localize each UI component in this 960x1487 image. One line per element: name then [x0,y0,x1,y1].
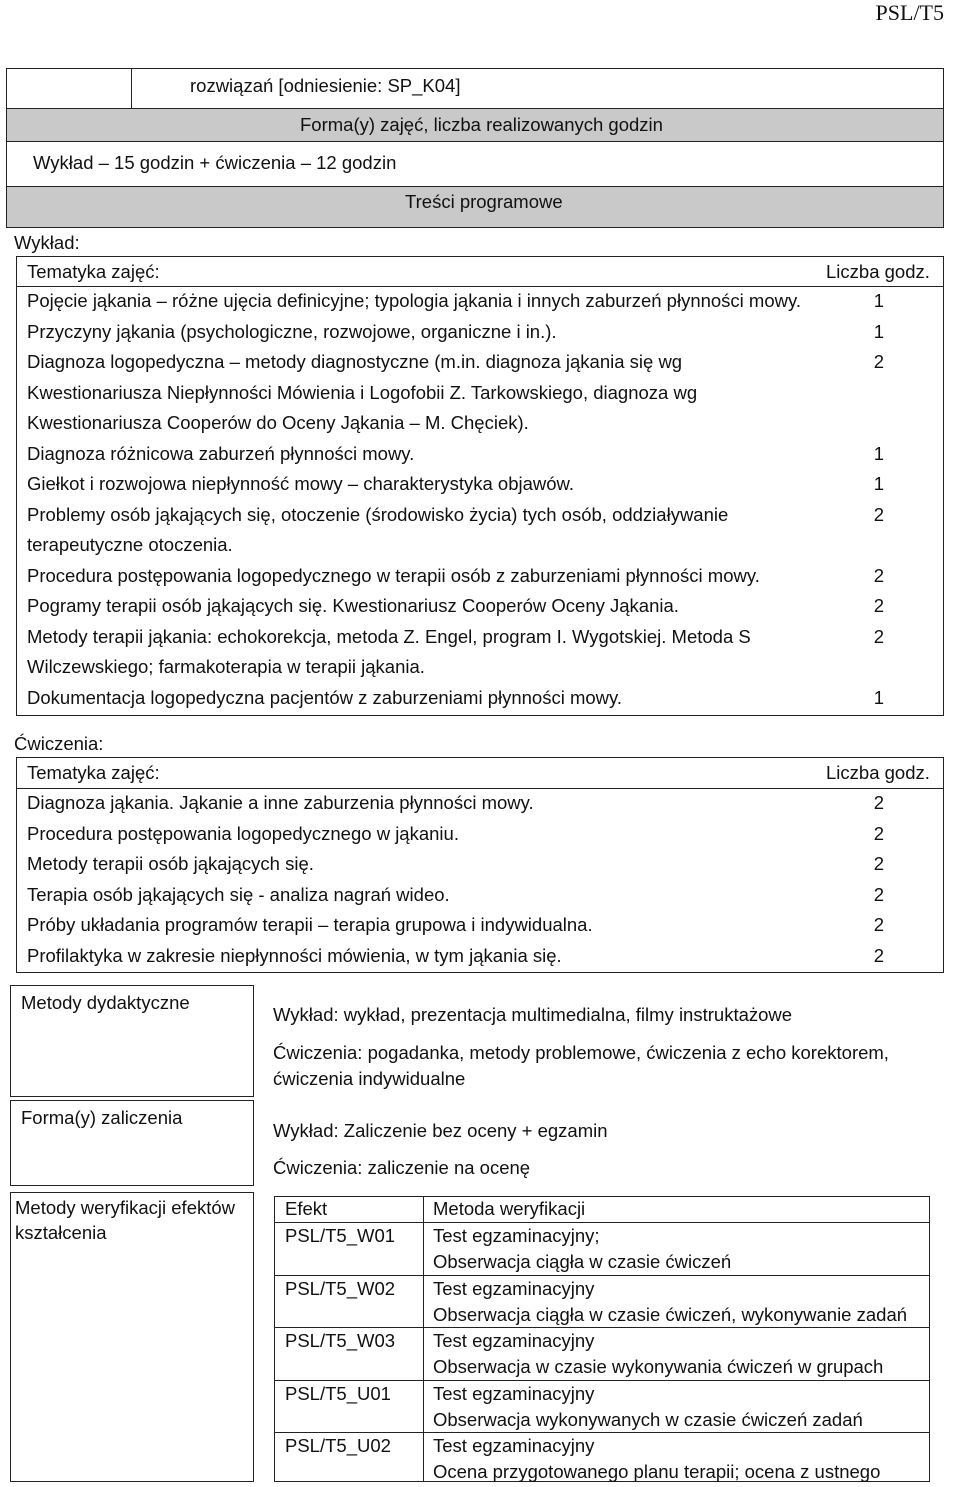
assessment-exercises: Ćwiczenia: zaliczenie na ocenę [273,1157,531,1178]
methods-exercises-line-1: Ćwiczenia: pogadanka, metody problemowe, ćwiczenia z echo korektorem, [273,1042,889,1063]
verification-method-2: Obserwacja ciągła w czasie ćwiczeń, wykonywanie zadań [433,1304,908,1325]
verification-row-divider [274,1327,930,1328]
exercise-topic: Terapia osób jąkających się - analiza nagrań wideo. [27,883,450,905]
exercises-label: Ćwiczenia: [14,733,104,754]
page-code: PSL/T5 [875,0,944,25]
verification-method-1: Test egzaminacyjny [433,1278,595,1299]
exercise-topic: Profilaktyka w zakresie niepłynności mówienia, w tym jąkania się. [27,944,562,966]
content-title: Treści programowe [405,191,563,212]
lecture-topic-line: Przyczyny jąkania (psychologiczne, rozwojowe, organiczne i in.). [27,321,557,342]
verification-label-line-2: kształcenia [15,1222,107,1243]
exercise-hours: 2 [873,883,884,905]
lecture-hours: 2 [873,626,884,647]
lecture-topic-line: Problemy osób jąkających się, otoczenie (środowisko życia) tych osób, oddziaływanie [27,504,729,525]
verification-effect: PSL/T5_U01 [285,1383,391,1404]
lecture-hours: 1 [873,443,884,464]
exercise-hours: 2 [873,853,884,874]
lecture-topic-line: Metody terapii jąkania: echokorekcja, metoda Z. Engel, program I. Wygotskiej. Metoda S [27,626,751,647]
exercise-topic: Próby układania programów terapii – terapia grupowa i indywidualna. [27,914,593,935]
assessment-lecture: Wykład: Zaliczenie bez oceny + egzamin [273,1120,608,1141]
verification-method-1: Test egzaminacyjny; [433,1225,600,1246]
verification-row-divider [274,1380,930,1381]
lecture-topic-line: Wilczewskiego; farmakoterapia w terapii jąkania. [27,656,425,677]
exercise-topic: Diagnoza jąkania. Jąkanie a inne zaburzenia płynności mowy. [27,792,534,813]
lecture-topic-line: Pogramy terapii osób jąkających się. Kwestionariusz Cooperów Oceny Jąkania. [27,595,679,616]
verification-method-1: Test egzaminacyjny [433,1330,595,1351]
verification-effect: PSL/T5_U02 [285,1435,391,1456]
lecture-hours-header: Liczba godz. [826,261,930,282]
exercises-topic-header: Tematyka zajęć: [27,762,160,783]
exercise-topic: Procedura postępowania logopedycznego w jąkaniu. [27,822,459,844]
verification-effect: PSL/T5_W03 [285,1330,396,1351]
lecture-topic-line: Procedura postępowania logopedycznego w terapii osób z zaburzeniami płynności mowy. [27,565,760,586]
lecture-topic-line: Diagnoza różnicowa zaburzeń płynności mowy. [27,443,415,464]
exercise-hours: 2 [873,822,884,844]
lecture-hours: 2 [873,565,884,586]
verification-effect: PSL/T5_W01 [285,1225,396,1246]
lecture-topic-line: Kwestionariusza Cooperów do Oceny Jąkania – M. Chęciek). [27,412,529,433]
exercise-hours: 2 [873,944,884,966]
lecture-hours: 1 [873,290,884,311]
forms-value: Wykład – 15 godzin + ćwiczenia – 12 godzin [33,152,397,173]
verification-row-divider [274,1275,930,1276]
forms-title: Forma(y) zajęć, liczba realizowanych godzin [300,114,663,135]
verification-row-divider [274,1222,930,1223]
lecture-topic-line: Dokumentacja logopedyczna pacjentów z zaburzeniami płynności mowy. [27,687,623,708]
lecture-hours: 2 [873,595,884,616]
exercise-hours: 2 [873,914,884,935]
verification-col-method: Metoda weryfikacji [433,1198,586,1219]
verification-label-line-1: Metody weryfikacji efektów [15,1197,236,1218]
lecture-topic-header: Tematyka zajęć: [27,261,160,282]
verification-method-2: Obserwacja wykonywanych w czasie ćwiczeń zadań [433,1409,863,1430]
verification-effect: PSL/T5_W02 [285,1278,396,1299]
lecture-topic-line: Pojęcie jąkania – różne ujęcia definicyjne; typologia jąkania i innych zaburzeń płynności mowy. [27,290,802,311]
lecture-topic-line: Diagnoza logopedyczna – metody diagnostyczne (m.in. diagnoza jąkania się wg [27,351,683,372]
verification-method-1: Test egzaminacyjny [433,1383,595,1404]
lecture-hours: 1 [873,473,884,494]
methods-label: Metody dydaktyczne [21,992,190,1013]
verification-col-effect: Efekt [285,1198,328,1219]
verification-row-divider [274,1432,930,1433]
verification-method-2: Obserwacja ciągła w czasie ćwiczeń [433,1251,732,1272]
lecture-hours: 1 [873,321,884,342]
assessment-label: Forma(y) zaliczenia [21,1107,183,1128]
verification-method-2: Ocena przygotowanego planu terapii; ocena z ustnego [433,1461,881,1482]
exercises-hours-header: Liczba godz. [826,762,930,783]
lecture-topic-line: terapeutyczne otoczenia. [27,534,233,555]
effect-tail: rozwiązań [odniesienie: SP_K04] [190,75,461,96]
lecture-label: Wykład: [14,232,80,253]
lecture-hours: 1 [873,687,884,708]
exercise-hours: 2 [873,792,884,813]
verification-method-1: Test egzaminacyjny [433,1435,595,1456]
lecture-topic-line: Giełkot i rozwojowa niepłynność mowy – charakterystyka objawów. [27,473,575,494]
exercise-topic: Metody terapii osób jąkających się. [27,853,314,874]
lecture-hours: 2 [873,504,884,525]
verification-method-2: Obserwacja w czasie wykonywania ćwiczeń w grupach [433,1356,884,1377]
methods-lecture: Wykład: wykład, prezentacja multimedialna, filmy instruktażowe [273,1004,793,1025]
methods-exercises-line-2: ćwiczenia indywidualne [273,1068,466,1089]
lecture-hours: 2 [873,351,884,372]
lecture-topic-line: Kwestionariusza Niepłynności Mówienia i Logofobii Z. Tarkowskiego, diagnoza wg [27,382,698,403]
